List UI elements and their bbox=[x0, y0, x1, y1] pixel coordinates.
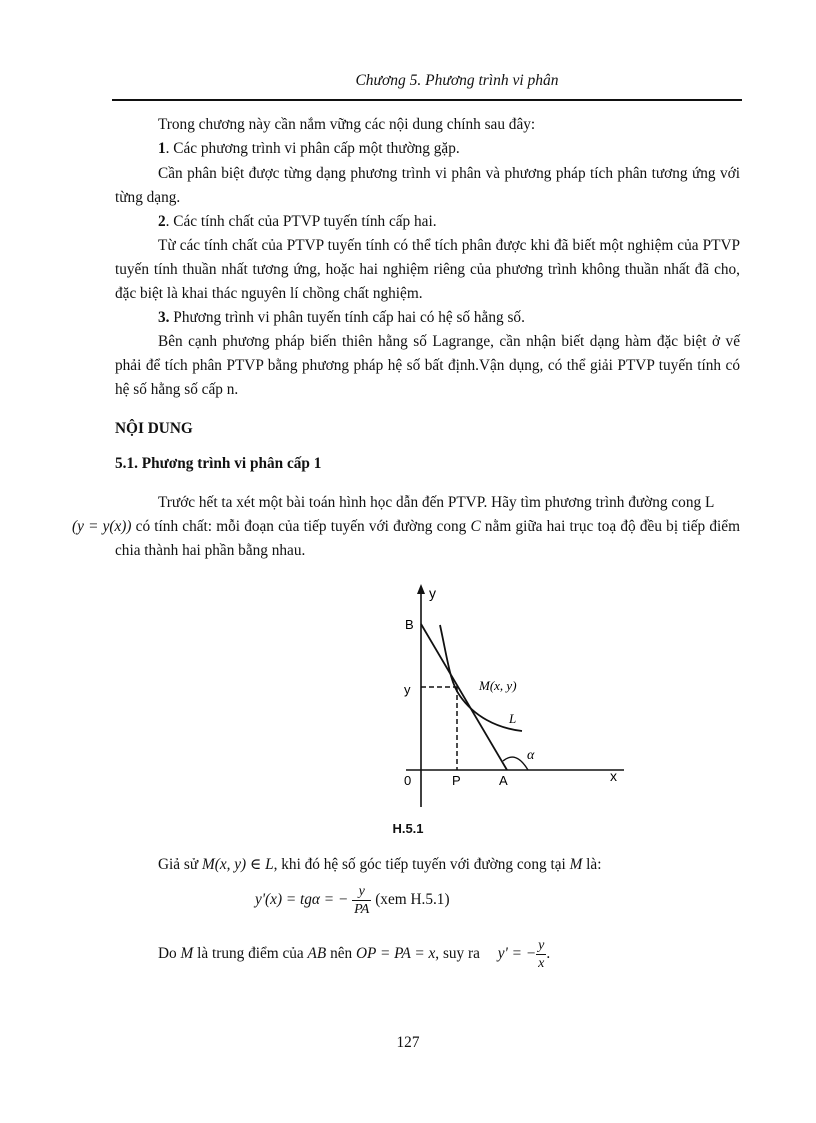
y-axis-arrow bbox=[417, 584, 425, 594]
item-1-text: . Các phương trình vi phân cấp một thường gặp. bbox=[165, 140, 460, 157]
point-b-label: B bbox=[405, 617, 414, 632]
point-m-label: M(x, y) bbox=[479, 678, 517, 693]
conclusion-middle-3: , suy ra bbox=[435, 945, 480, 963]
item-3-number: 3. bbox=[158, 309, 170, 326]
item-1 bbox=[115, 137, 740, 161]
origin-label: 0 bbox=[404, 773, 412, 788]
assumption-prefix: Giả sử bbox=[158, 856, 202, 873]
page-number: 127 bbox=[396, 1034, 420, 1051]
figure-h5-1 bbox=[396, 578, 636, 808]
angle-label: α bbox=[527, 748, 535, 763]
item-2 bbox=[115, 210, 740, 234]
problem-line-2a: có tính chất: mỗi đoạn của tiếp tuyến với đường cong bbox=[131, 518, 471, 535]
formula-slope-note: (xem H.5.1) bbox=[375, 891, 450, 909]
item-3 bbox=[115, 306, 740, 330]
item-3-text: Phương trình vi phân tuyến tính cấp hai có hệ số hằng số. bbox=[169, 309, 525, 326]
intro-lead: Trong chương này cần nắm vững các nội dung chính sau đây: bbox=[158, 116, 536, 133]
formula-slope-lhs: y'(x) = tgα = − bbox=[255, 891, 349, 909]
point-a-label: A bbox=[499, 773, 508, 788]
item-2-number: 2 bbox=[158, 213, 166, 230]
formula-slope-numerator: y bbox=[352, 883, 371, 901]
curve-equation: (y = y(x)) bbox=[72, 518, 132, 535]
conclusion-end: . bbox=[546, 945, 551, 963]
assumption-suffix: là: bbox=[582, 856, 602, 873]
item-1-number: 1 bbox=[158, 140, 166, 157]
item-1-description: Cần phân biệt được từng dạng phương trình vi phân và phương pháp tích phân tương ứng với từng dạng. bbox=[115, 165, 740, 206]
conclusion-denominator: x bbox=[538, 956, 545, 971]
figure-caption: H.5.1 bbox=[392, 821, 424, 836]
item-2-text: . Các tính chất của PTVP tuyến tính cấp hai. bbox=[165, 213, 437, 230]
formula-slope bbox=[255, 883, 450, 918]
conclusion-middle-1: là trung điểm của bbox=[193, 945, 308, 963]
conclusion-m: M bbox=[180, 945, 194, 963]
curve-l-label: L bbox=[509, 711, 517, 726]
problem-line-2b: nằm giữa hai trục toạ độ đều bị tiếp điểm chia thành hai phần bằng nhau. bbox=[115, 518, 740, 559]
assumption-point: M bbox=[569, 856, 583, 873]
subsection-heading: 5.1. Phương trình vi phân cấp 1 bbox=[115, 455, 322, 472]
y-axis-label: y bbox=[429, 585, 436, 601]
conclusion-middle-2: nên bbox=[326, 945, 356, 963]
assumption-condition: M(x, y) ∈ L bbox=[201, 856, 274, 873]
conclusion-fraction bbox=[536, 937, 546, 972]
problem-line-1: Trước hết ta xét một bài toán hình học dẫn đến PTVP. Hãy tìm phương trình đường cong L bbox=[158, 494, 715, 511]
tick-y-label: y bbox=[404, 682, 411, 697]
item-2-description: Từ các tính chất của PTVP tuyến tính có thể tích phân được khi đã biết một nghiệm của PTVP tuyến tính thuần nhất tương ứng, hoặc hai nghiệm riêng của phương trình không thuần nhất đã cho, đặc biệt là khai thác nguyên lí chồng chất nghiệm. bbox=[115, 237, 740, 302]
conclusion-equation: OP = PA = x bbox=[356, 945, 436, 963]
assumption-middle: , khi đó hệ số góc tiếp tuyến với đường cong tại bbox=[273, 856, 570, 873]
tangent-line bbox=[421, 624, 507, 770]
curve-name: C bbox=[470, 518, 481, 535]
conclusion-ab: AB bbox=[307, 945, 327, 963]
conclusion-lhs: y' = − bbox=[497, 945, 537, 963]
chapter-title: Chương 5. Phương trình vi phân bbox=[355, 72, 559, 89]
conclusion-text bbox=[158, 937, 550, 972]
section-heading: NỘI DUNG bbox=[115, 420, 193, 437]
problem-statement bbox=[72, 491, 740, 563]
header-rule bbox=[112, 99, 742, 101]
conclusion-numerator: y bbox=[538, 938, 545, 953]
formula-slope-fraction bbox=[352, 883, 371, 918]
assumption-text bbox=[115, 853, 740, 877]
formula-slope-denominator: PA bbox=[354, 902, 370, 917]
page-header bbox=[112, 72, 742, 90]
item-3-description: Bên cạnh phương pháp biến thiên hằng số Lagrange, cần nhận biết dạng hàm đặc biệt ở vế phải để tích phân PTVP bằng phương pháp hệ số bất định.Vận dụng, có thể giải PTVP tuyến tính có hệ số hằng số cấp n. bbox=[115, 333, 740, 398]
point-p-label: P bbox=[452, 773, 461, 788]
x-axis-label: x bbox=[610, 768, 617, 784]
conclusion-prefix: Do bbox=[158, 945, 181, 963]
